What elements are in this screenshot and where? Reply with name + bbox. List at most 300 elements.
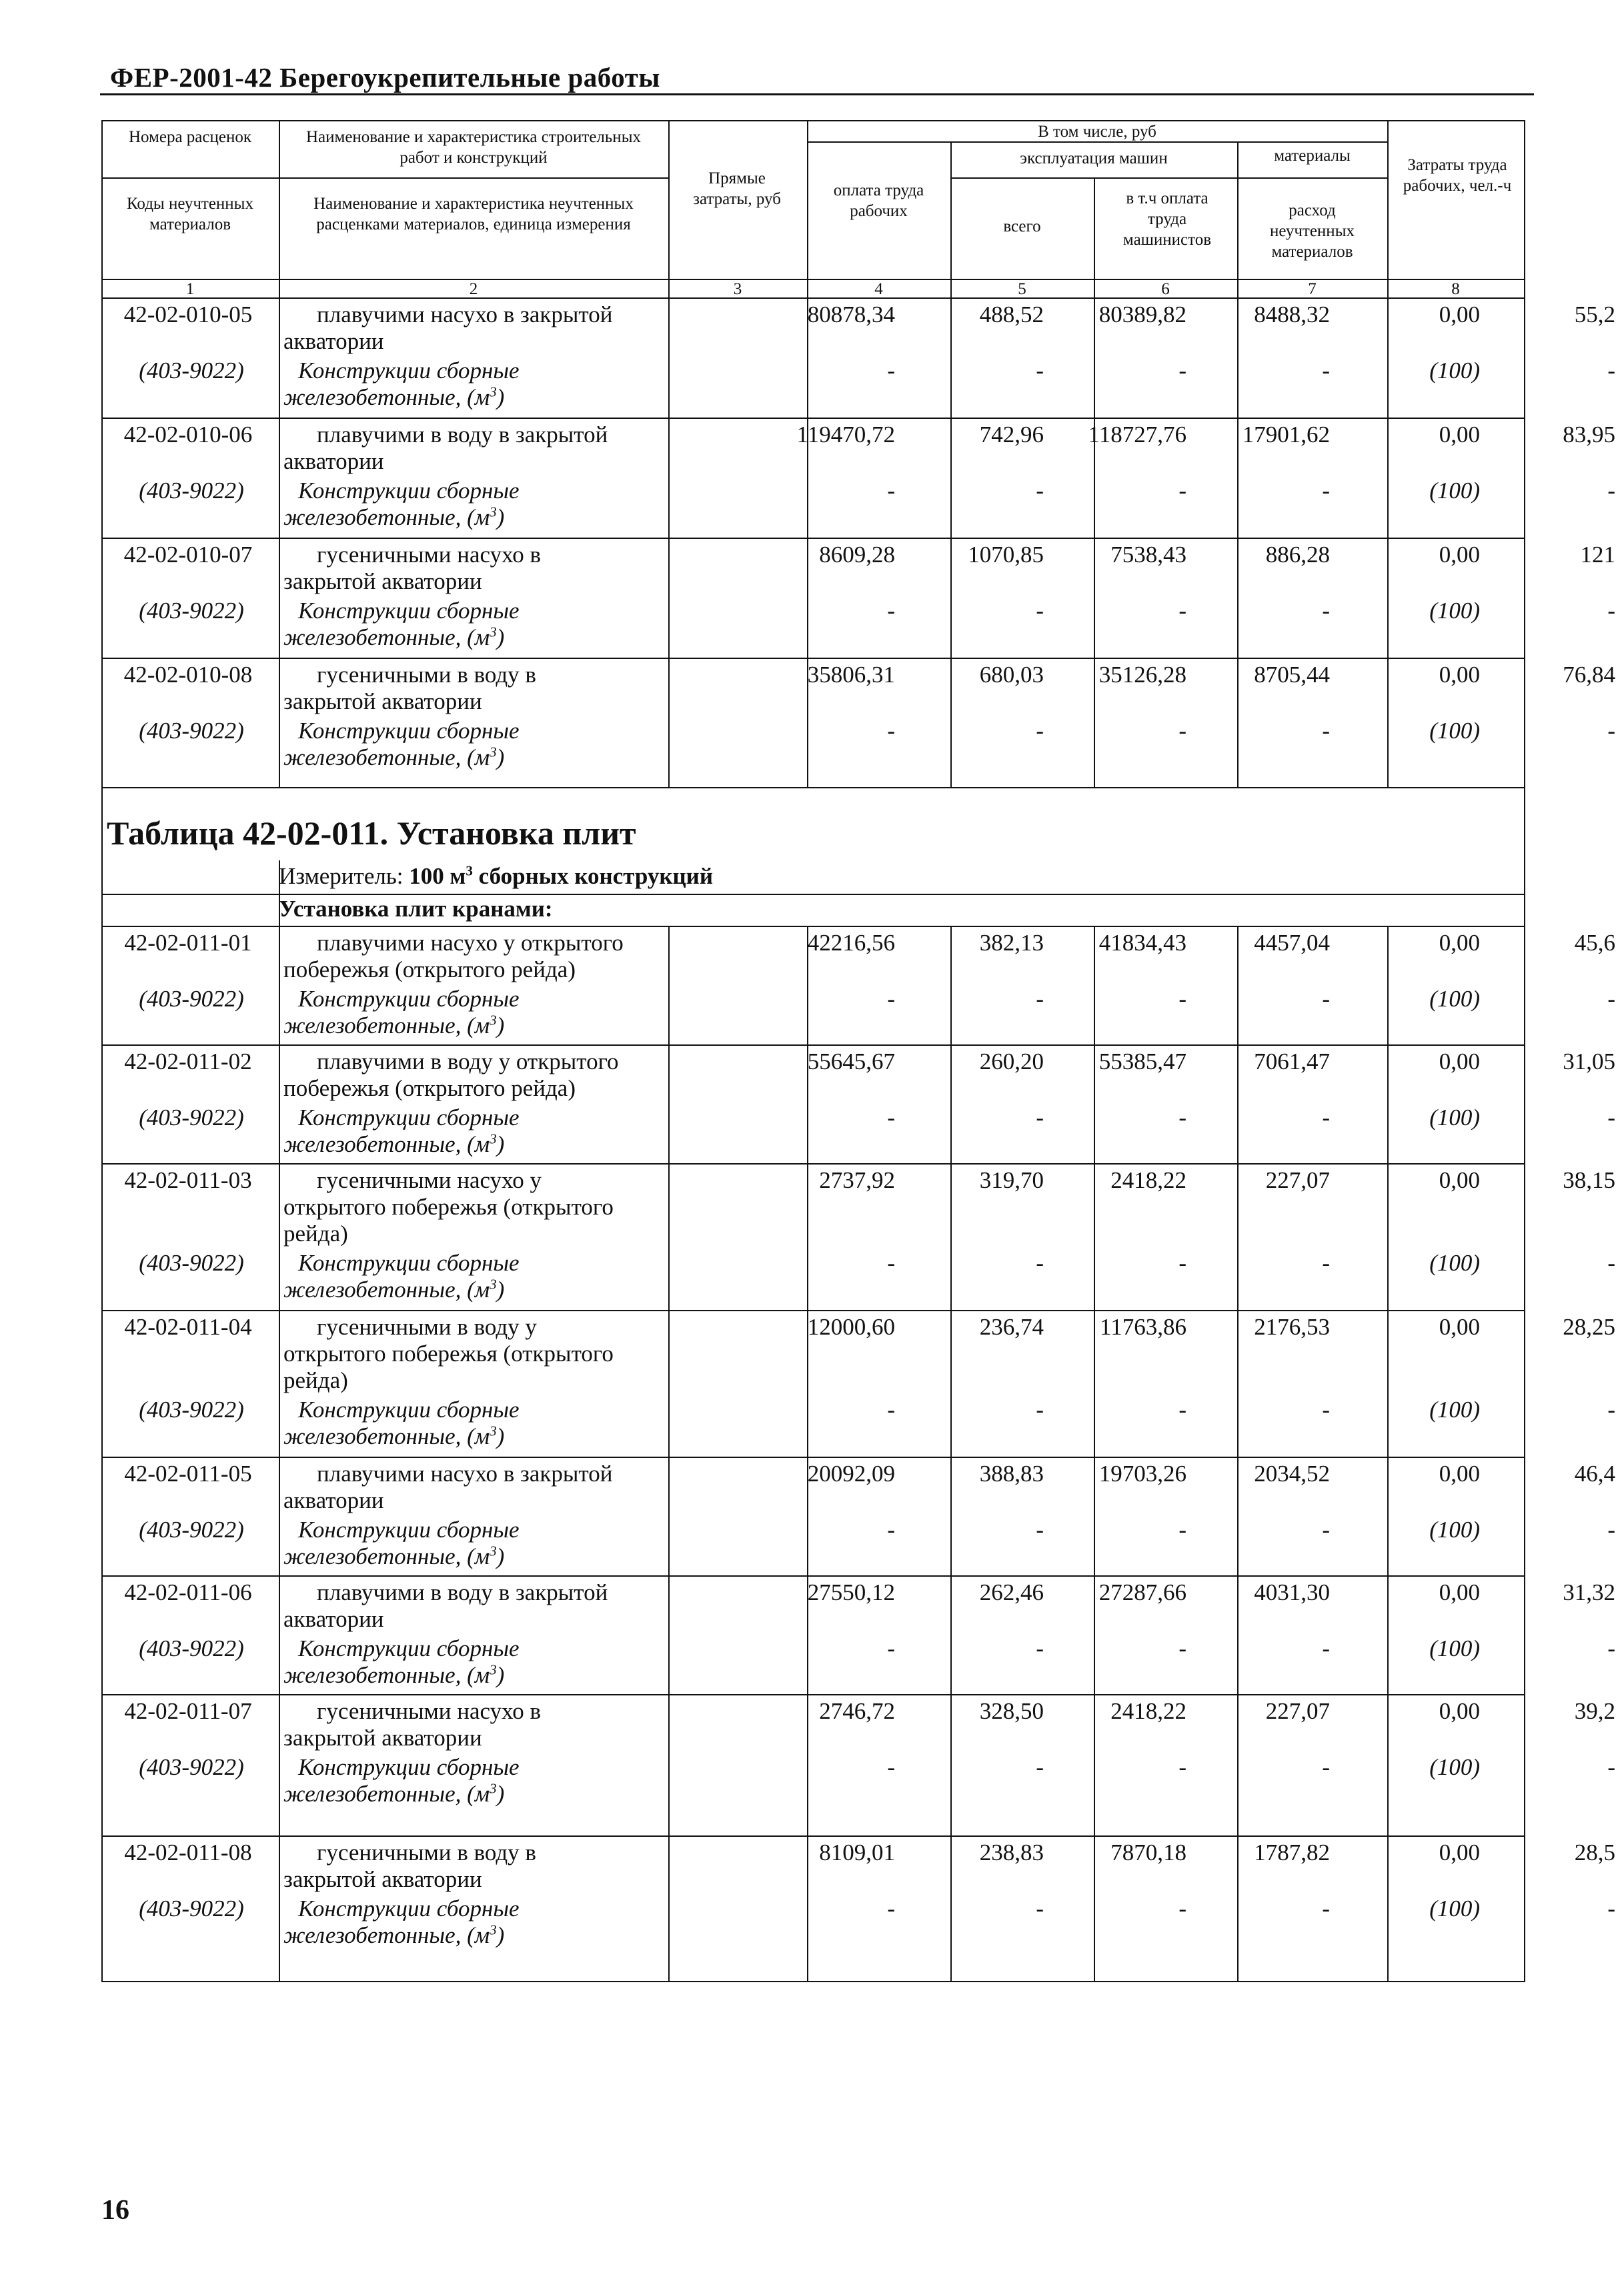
direct-cost: 42216,56 [807, 930, 895, 956]
rate-name-line-2: закрытой акватории [283, 688, 482, 714]
col8-header: Затраты труда рабочих, чел.-ч [1403, 156, 1512, 195]
dash-machinist: - [1322, 1517, 1330, 1543]
material-code: (403-9022) [139, 478, 244, 504]
col5-header: всего [1003, 217, 1041, 235]
material-unit-sup: 3 [490, 1130, 497, 1147]
dash-direct: - [887, 1250, 895, 1276]
dash-direct: - [887, 478, 895, 504]
material-unit [278, 1130, 758, 1159]
machines-total: 11763,86 [1100, 1314, 1186, 1340]
col2-bottom-header: Наименование и характеристика неучтенных расценками материалов, единица измерения [313, 195, 634, 233]
document-title: ФЕР-2001-42 Берегоукрепительные работы [110, 62, 660, 93]
materials-cost: 0,00 [1439, 422, 1480, 448]
rate-code: 42-02-010-06 [123, 422, 253, 448]
dash-worker: - [1036, 1895, 1044, 1922]
table-row [101, 297, 1615, 418]
material-code: (403-9022) [139, 1754, 244, 1780]
dash-direct: - [887, 986, 895, 1012]
material-unit [278, 1661, 758, 1690]
material-consumption: (100) [1429, 1397, 1480, 1423]
direct-cost: 2737,92 [819, 1167, 895, 1193]
rate-name-line-3: рейда) [283, 1221, 348, 1247]
dash-machinist: - [1322, 1895, 1330, 1922]
dash-machines: - [1178, 718, 1186, 744]
col-num-4: 4 [874, 280, 883, 298]
dash-labor: - [1607, 1635, 1615, 1661]
dash-machinist: - [1322, 1397, 1330, 1423]
rate-code: 42-02-011-08 [124, 1839, 252, 1865]
direct-cost: 2746,72 [819, 1698, 895, 1724]
col4-header: оплата труда рабочих [833, 181, 924, 220]
rate-name-line-1: гусеничными насухо в [317, 1698, 542, 1724]
worker-pay: 238,83 [979, 1839, 1044, 1865]
dash-machinist: - [1322, 1754, 1330, 1780]
material-unit-sup: 3 [490, 744, 497, 760]
machinist-pay: 227,07 [1265, 1698, 1330, 1724]
dash-labor: - [1607, 986, 1615, 1012]
unit-line [279, 863, 713, 890]
dash-direct: - [887, 1754, 895, 1780]
material-name: Конструкции сборные [298, 478, 520, 504]
machines-header: эксплуатация машин [1020, 149, 1168, 167]
material-unit-text: железобетонные, (м [283, 1012, 490, 1038]
material-consumption: (100) [1429, 718, 1480, 744]
dash-machines: - [1178, 986, 1186, 1012]
machinist-pay: 8488,32 [1254, 301, 1330, 327]
dash-machinist: - [1322, 598, 1330, 624]
machines-total: 2418,22 [1110, 1167, 1186, 1193]
material-unit [278, 623, 758, 652]
materials-cost: 0,00 [1439, 301, 1480, 327]
rate-code: 42-02-011-06 [124, 1579, 252, 1605]
machines-total: 19703,26 [1098, 1461, 1186, 1487]
dash-machinist: - [1322, 478, 1330, 504]
table-row [101, 1310, 1615, 1457]
title-rule [100, 93, 1534, 95]
material-unit-close: ) [496, 1543, 505, 1569]
material-consumption: (100) [1429, 986, 1480, 1012]
material-name: Конструкции сборные [298, 1895, 520, 1922]
machinist-pay: 7061,47 [1254, 1048, 1330, 1074]
rate-code: 42-02-011-03 [124, 1167, 252, 1193]
material-unit-sup: 3 [490, 1661, 497, 1678]
rate-code: 42-02-011-01 [124, 930, 252, 956]
col-num-3: 3 [733, 280, 742, 298]
dash-labor: - [1607, 1250, 1615, 1276]
material-code: (403-9022) [139, 986, 244, 1012]
col-num-2: 2 [469, 280, 478, 298]
material-unit-text: железобетонные, (м [283, 1662, 490, 1688]
machines-total: 7870,18 [1110, 1839, 1186, 1865]
material-consumption: (100) [1429, 1895, 1480, 1922]
labor-hours: 55,2 [1574, 301, 1615, 327]
top-section-end-line [101, 787, 1525, 788]
worker-pay: 388,83 [979, 1461, 1044, 1487]
rate-name-line-2: побережья (открытого рейда) [283, 956, 576, 982]
dash-machines: - [1178, 357, 1186, 384]
dash-labor: - [1607, 1517, 1615, 1543]
labor-hours: 46,4 [1574, 1461, 1615, 1487]
material-name: Конструкции сборные [298, 1104, 520, 1130]
dash-machines: - [1178, 1397, 1186, 1423]
table-row [101, 538, 1615, 658]
rate-name-line-1: гусеничными в воду в [317, 662, 536, 688]
labor-hours: 39,2 [1574, 1698, 1615, 1724]
material-consumption: (100) [1429, 1635, 1480, 1661]
dash-direct: - [887, 1517, 895, 1543]
material-code: (403-9022) [139, 598, 244, 624]
col1-bottom-header: Коды неучтенных материалов [127, 195, 253, 233]
dash-direct: - [887, 718, 895, 744]
labor-hours: 31,05 [1563, 1048, 1615, 1074]
materials-cost: 0,00 [1439, 1167, 1480, 1193]
material-name: Конструкции сборные [298, 1635, 520, 1661]
table-row [101, 1835, 1615, 1980]
table-row [101, 1163, 1615, 1310]
worker-pay: 742,96 [979, 422, 1044, 448]
material-consumption: (100) [1429, 478, 1480, 504]
dash-machines: - [1178, 1754, 1186, 1780]
material-unit [278, 1542, 758, 1571]
rate-code: 42-02-011-02 [124, 1048, 252, 1074]
rate-name-line-1: плавучими насухо в закрытой [317, 1461, 613, 1487]
dash-worker: - [1036, 1517, 1044, 1543]
col7-header: расход неучтенных материалов [1269, 201, 1355, 261]
material-name: Конструкции сборные [298, 1754, 520, 1780]
rate-name-line-1: плавучими в воду у открытого [317, 1048, 619, 1074]
rate-name-line-2: акватории [283, 1487, 384, 1513]
machinist-pay: 886,28 [1265, 542, 1330, 568]
dash-labor: - [1607, 1397, 1615, 1423]
dash-worker: - [1036, 1104, 1044, 1130]
material-consumption: (100) [1429, 1250, 1480, 1276]
dash-worker: - [1036, 1250, 1044, 1276]
material-unit-close: ) [496, 1277, 505, 1303]
machines-line [950, 177, 1387, 179]
col-num-7: 7 [1308, 280, 1317, 298]
material-unit-text: железобетонные, (м [283, 1277, 490, 1303]
material-unit-text: железобетонные, (м [283, 504, 490, 530]
material-code: (403-9022) [139, 1104, 244, 1130]
dash-worker: - [1036, 718, 1044, 744]
rate-code: 42-02-011-07 [124, 1698, 252, 1724]
machinist-pay: 2034,52 [1254, 1461, 1330, 1487]
material-unit-sup: 3 [490, 504, 497, 520]
material-unit-close: ) [496, 1781, 505, 1807]
material-unit-sup: 3 [490, 1780, 497, 1797]
rate-name-line-1: плавучими в воду в закрытой [317, 422, 608, 448]
materials-cost: 0,00 [1439, 930, 1480, 956]
material-name: Конструкции сборные [298, 1250, 520, 1276]
materials-cost: 0,00 [1439, 1314, 1480, 1340]
dash-direct: - [887, 1635, 895, 1661]
header-split-line-left [101, 177, 668, 179]
material-name: Конструкции сборные [298, 357, 520, 384]
dash-machines: - [1178, 1635, 1186, 1661]
rate-code: 42-02-010-07 [123, 542, 253, 568]
direct-cost: 55645,67 [807, 1048, 895, 1074]
worker-pay: 680,03 [979, 662, 1044, 688]
machines-total: 41834,43 [1098, 930, 1186, 956]
machinist-pay: 17901,62 [1242, 422, 1330, 448]
rate-code: 42-02-011-05 [124, 1461, 252, 1487]
dash-machines: - [1178, 598, 1186, 624]
material-unit-text: железобетонные, (м [283, 1922, 490, 1948]
group-header: В том числе, руб [1038, 123, 1156, 141]
table-row [101, 658, 1615, 774]
worker-pay: 236,74 [979, 1314, 1044, 1340]
material-unit [278, 1011, 758, 1040]
materials-cost: 0,00 [1439, 1579, 1480, 1605]
material-unit-close: ) [496, 1423, 505, 1449]
material-unit-text: железобетонные, (м [283, 1423, 490, 1449]
col-num-8: 8 [1451, 280, 1460, 298]
material-unit [278, 1779, 758, 1809]
direct-cost: 8609,28 [819, 542, 895, 568]
materials-cost: 0,00 [1439, 1839, 1480, 1865]
material-code: (403-9022) [139, 1895, 244, 1922]
material-name: Конструкции сборные [298, 1517, 520, 1543]
table-row [101, 926, 1615, 1044]
material-consumption: (100) [1429, 598, 1480, 624]
dash-machines: - [1178, 1517, 1186, 1543]
table-bottom-line [101, 1981, 1525, 1982]
dash-machinist: - [1322, 1104, 1330, 1130]
material-code: (403-9022) [139, 357, 244, 384]
direct-cost: 12000,60 [807, 1314, 895, 1340]
materials-cost: 0,00 [1439, 1698, 1480, 1724]
material-code: (403-9022) [139, 1397, 244, 1423]
dash-labor: - [1607, 718, 1615, 744]
material-consumption: (100) [1429, 1754, 1480, 1780]
material-unit-sup: 3 [490, 624, 497, 640]
worker-pay: 328,50 [979, 1698, 1044, 1724]
rate-name-line-2: закрытой акватории [283, 1866, 482, 1892]
material-name: Конструкции сборные [298, 598, 520, 624]
material-unit-close: ) [496, 504, 505, 530]
dash-labor: - [1607, 478, 1615, 504]
dash-worker: - [1036, 357, 1044, 384]
worker-pay: 1070,85 [968, 542, 1044, 568]
machines-total: 118727,76 [1088, 422, 1186, 448]
dash-direct: - [887, 1895, 895, 1922]
worker-pay: 319,70 [979, 1167, 1044, 1193]
labor-hours: 38,15 [1563, 1167, 1615, 1193]
materials-cost: 0,00 [1439, 1048, 1480, 1074]
material-code: (403-9022) [139, 718, 244, 744]
rate-name-line-1: плавучими насухо у открытого [317, 930, 624, 956]
labor-hours: 121 [1580, 542, 1615, 568]
col-num-1: 1 [185, 280, 195, 298]
labor-hours: 76,84 [1563, 662, 1615, 688]
materials-header: материалы [1274, 147, 1351, 165]
material-unit-close: ) [496, 624, 505, 650]
material-name: Конструкции сборные [298, 1397, 520, 1423]
dash-machinist: - [1322, 1635, 1330, 1661]
unit-label: Измеритель: [279, 863, 403, 889]
materials-cost: 0,00 [1439, 542, 1480, 568]
dash-machinist: - [1322, 718, 1330, 744]
dash-worker: - [1036, 598, 1044, 624]
unit-underline [101, 894, 1525, 895]
material-unit-close: ) [496, 384, 505, 410]
dash-machines: - [1178, 1895, 1186, 1922]
material-unit-sup: 3 [490, 1543, 497, 1559]
material-name: Конструкции сборные [298, 718, 520, 744]
rate-name-line-1: гусеничными в воду в [317, 1839, 536, 1865]
rate-name-line-2: открытого побережья (открытого [283, 1194, 614, 1220]
material-unit [278, 743, 758, 772]
dash-direct: - [887, 1104, 895, 1130]
material-name: Конструкции сборные [298, 986, 520, 1012]
dash-worker: - [1036, 478, 1044, 504]
material-unit-close: ) [496, 1922, 505, 1948]
worker-pay: 262,46 [979, 1579, 1044, 1605]
materials-cost: 0,00 [1439, 662, 1480, 688]
unit-value: 100 $м^3$ сборных конструкций [409, 862, 714, 889]
machines-total: 80389,82 [1098, 301, 1186, 327]
rate-name-line-2: акватории [283, 448, 384, 474]
table-row [101, 1457, 1615, 1575]
material-unit-close: ) [496, 1662, 505, 1688]
dash-labor: - [1607, 1104, 1615, 1130]
labor-hours: 28,5 [1574, 1839, 1615, 1865]
dash-labor: - [1607, 598, 1615, 624]
dash-labor: - [1607, 357, 1615, 384]
materials-cost: 0,00 [1439, 1461, 1480, 1487]
rate-name-line-1: плавучими насухо в закрытой [317, 301, 613, 327]
dash-worker: - [1036, 986, 1044, 1012]
col-num-6: 6 [1161, 280, 1170, 298]
col3-header: Прямые затраты, руб [693, 169, 781, 208]
rate-name-line-1: гусеничными насухо в [317, 542, 542, 568]
dash-direct: - [887, 357, 895, 384]
direct-cost: 8109,01 [819, 1839, 895, 1865]
rate-name-line-1: плавучими в воду в закрытой [317, 1579, 608, 1605]
machines-total: 55385,47 [1098, 1048, 1186, 1074]
table-row [101, 1694, 1615, 1835]
worker-pay: 382,13 [979, 930, 1044, 956]
machinist-pay: 1787,82 [1254, 1839, 1330, 1865]
dash-machines: - [1178, 1104, 1186, 1130]
dash-worker: - [1036, 1397, 1044, 1423]
material-consumption: (100) [1429, 1104, 1480, 1130]
material-unit-sup: 3 [490, 384, 497, 400]
direct-cost: 27550,12 [807, 1579, 895, 1605]
labor-hours: 28,25 [1563, 1314, 1615, 1340]
labor-hours: 83,95 [1563, 422, 1615, 448]
dash-direct: - [887, 598, 895, 624]
dash-machinist: - [1322, 986, 1330, 1012]
material-unit-sup: 3 [490, 1012, 497, 1028]
machinist-pay: 2176,53 [1254, 1314, 1330, 1340]
machinist-pay: 4457,04 [1254, 930, 1330, 956]
machines-total: 7538,43 [1110, 542, 1186, 568]
labor-hours: 31,32 [1563, 1579, 1615, 1605]
dash-labor: - [1607, 1895, 1615, 1922]
material-unit-close: ) [496, 1131, 505, 1157]
rate-name-line-2: открытого побережья (открытого [283, 1341, 614, 1367]
material-unit-text: железобетонные, (м [283, 1131, 490, 1157]
col-num-5: 5 [1018, 280, 1026, 298]
material-unit-close: ) [496, 1012, 505, 1038]
rate-name-line-2: побережья (открытого рейда) [283, 1075, 576, 1101]
dash-direct: - [887, 1397, 895, 1423]
labor-hours: 45,6 [1574, 930, 1615, 956]
machines-total: 2418,22 [1110, 1698, 1186, 1724]
material-unit [278, 1422, 758, 1451]
dash-labor: - [1607, 1754, 1615, 1780]
rate-name-line-1: гусеничными насухо у [317, 1167, 542, 1193]
material-unit-sup: 3 [490, 1276, 497, 1293]
material-consumption: (100) [1429, 357, 1480, 384]
section-heading: Установка плит кранами: [279, 896, 553, 922]
material-unit-text: железобетонные, (м [283, 744, 490, 770]
machines-total: 27287,66 [1098, 1579, 1186, 1605]
material-unit-close: ) [496, 744, 505, 770]
material-unit [278, 503, 758, 532]
rate-code: 42-02-011-04 [124, 1314, 252, 1340]
rate-code: 42-02-010-05 [123, 301, 253, 327]
direct-cost: 119470,72 [796, 422, 895, 448]
table-row [101, 418, 1615, 538]
material-code: (403-9022) [139, 1250, 244, 1276]
rate-name-line-2: закрытой акватории [283, 568, 482, 594]
dash-worker: - [1036, 1635, 1044, 1661]
direct-cost: 20092,09 [807, 1461, 895, 1487]
rate-code: 42-02-010-08 [123, 662, 253, 688]
rate-name-line-1: гусеничными в воду у [317, 1314, 537, 1340]
dash-machinist: - [1322, 1250, 1330, 1276]
material-unit-text: железобетонные, (м [283, 624, 490, 650]
material-unit-text: железобетонные, (м [283, 384, 490, 410]
material-unit-sup: 3 [490, 1423, 497, 1439]
col1-top-header: Номера расценок [128, 128, 252, 146]
table-title: Таблица 42-02-011. Установка плит [107, 814, 636, 852]
col6-header: в т.ч оплата труда машинистов [1122, 189, 1212, 249]
col2-top-header: Наименование и характеристика строительных работ и конструкций [305, 128, 641, 167]
rate-name-line-2: закрытой акватории [283, 1725, 482, 1751]
rate-name-line-2: акватории [283, 1606, 384, 1632]
table-row [101, 1575, 1615, 1694]
material-consumption: (100) [1429, 1517, 1480, 1543]
dash-machinist: - [1322, 357, 1330, 384]
material-unit [278, 1275, 758, 1305]
machinist-pay: 227,07 [1265, 1167, 1330, 1193]
machines-total: 35126,28 [1098, 662, 1186, 688]
material-code: (403-9022) [139, 1517, 244, 1543]
dash-machines: - [1178, 1250, 1186, 1276]
material-unit [278, 1921, 758, 1950]
direct-cost: 80878,34 [807, 301, 895, 327]
material-unit [278, 383, 758, 412]
worker-pay: 260,20 [979, 1048, 1044, 1074]
machinist-pay: 8705,44 [1254, 662, 1330, 688]
dash-machines: - [1178, 478, 1186, 504]
machinist-pay: 4031,30 [1254, 1579, 1330, 1605]
worker-pay: 488,52 [979, 301, 1044, 327]
rate-name-line-2: акватории [283, 328, 384, 354]
material-unit-text: железобетонные, (м [283, 1781, 490, 1807]
material-unit-sup: 3 [490, 1922, 497, 1938]
rate-name-line-3: рейда) [283, 1367, 348, 1393]
material-code: (403-9022) [139, 1635, 244, 1661]
direct-cost: 35806,31 [807, 662, 895, 688]
page-number: 16 [101, 2195, 129, 2226]
table-row [101, 1044, 1615, 1163]
material-unit-text: железобетонные, (м [283, 1543, 490, 1569]
dash-worker: - [1036, 1754, 1044, 1780]
